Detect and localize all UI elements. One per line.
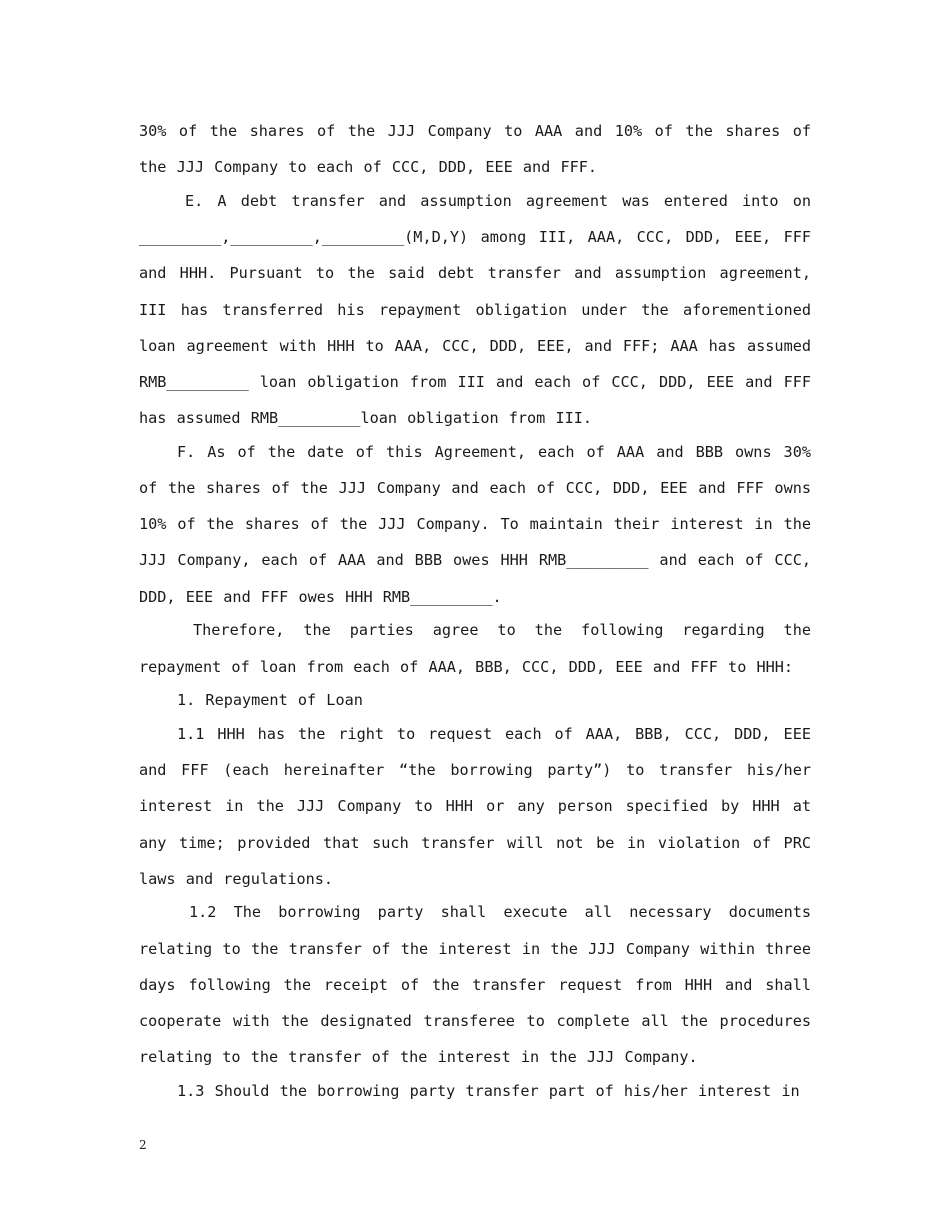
page-number: 2 — [139, 1138, 147, 1152]
paragraph-recital-e: E. A debt transfer and assumption agreement was entered into on _________,_________,_________(M,D,Y) among III, AAA, CCC, DDD, EEE, FFF and HHH. Pursuant to the said debt transfer and assumption agreement, III has transferred his repayment obligation under the aforementioned loan agreement with HHH to AAA, CCC, DDD, EEE, and FFF; AAA has assumed RMB_________ loan obligation from III and each of CCC, DDD, EEE and FFF has assumed RMB_________loan obligation from III. — [139, 191, 811, 428]
paragraph-shares-continuation: 30% of the shares of the JJJ Company to AAA and 10% of the shares of the JJJ Company to each of CCC, DDD, EEE and FFF. — [139, 122, 811, 177]
clause-1-3: 1.3 Should the borrowing party transfer part of his/her interest in — [177, 1081, 800, 1100]
paragraph-therefore: Therefore, the parties agree to the following regarding the repayment of loan from each of AAA, BBB, CCC, DDD, EEE and FFF to HHH: — [139, 621, 811, 676]
clause-1-2: 1.2 The borrowing party shall execute all necessary documents relating to the transfer of the interest in the JJJ Company within three days following the receipt of the transfer request from HHH and shall cooperate with the designated transferee to complete all the procedures relating to the transfer of the interest in the JJJ Company. — [139, 903, 811, 1067]
clause-1-1: 1.1 HHH has the right to request each of AAA, BBB, CCC, DDD, EEE and FFF (each hereinafter “the borrowing party”) to transfer his/her interest in the JJJ Company to HHH or any person specified by HHH at any time; provided that such transfer will not be in violation of PRC laws and regulations. — [139, 724, 811, 888]
section-heading-repayment-of-loan: 1. Repayment of Loan — [177, 691, 363, 710]
paragraph-recital-f: F. As of the date of this Agreement, each of AAA and BBB owns 30% of the shares of the JJJ Company and each of CCC, DDD, EEE and FFF owns 10% of the shares of the JJJ Company. To maintain their interest in the JJJ Company, each of AAA and BBB owes HHH RMB_________ and each of CCC, DDD, EEE and FFF owes HHH RMB_________. — [139, 442, 811, 606]
document-body — [139, 113, 811, 1109]
